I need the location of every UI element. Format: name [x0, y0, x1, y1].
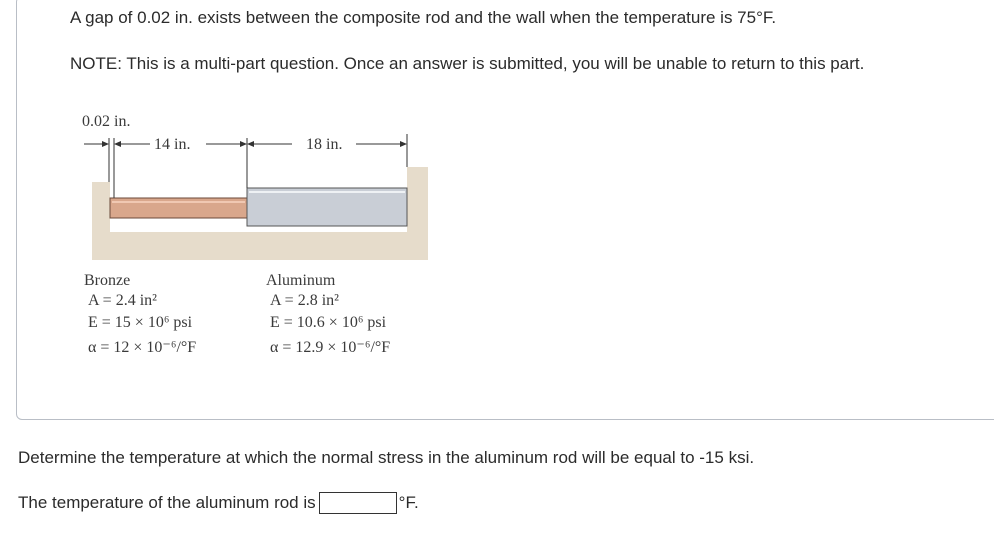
- bronze-alpha: α = 12 × 10⁻⁶/°F: [88, 339, 197, 356]
- aluminum-length-label: 18 in.: [306, 136, 343, 153]
- bronze-area: A = 2.4 in²: [88, 292, 157, 309]
- composite-rod-figure: [80, 112, 440, 372]
- bronze-name: Bronze: [84, 272, 131, 289]
- gap-label: 0.02 in.: [82, 113, 131, 130]
- question-prompt: Determine the temperature at which the normal stress in the aluminum rod will be equal to -15 ksi.: [18, 448, 755, 467]
- answer-unit: °F.: [398, 493, 419, 512]
- multi-part-note: NOTE: This is a multi-part question. Once an answer is submitted, you will be unable to return to this part.: [70, 54, 865, 73]
- bronze-length-label: 14 in.: [154, 136, 191, 153]
- temperature-answer-input[interactable]: [319, 492, 397, 514]
- aluminum-modulus: E = 10.6 × 10⁶ psi: [270, 314, 387, 331]
- answer-label: The temperature of the aluminum rod is: [18, 493, 316, 512]
- aluminum-name: Aluminum: [266, 272, 336, 289]
- answer-row: [18, 492, 419, 514]
- problem-intro: A gap of 0.02 in. exists between the composite rod and the wall when the temperature is 75°F.: [70, 8, 777, 27]
- aluminum-rod: [247, 188, 407, 226]
- aluminum-area: A = 2.8 in²: [270, 292, 339, 309]
- bronze-modulus: E = 15 × 10⁶ psi: [88, 314, 193, 331]
- aluminum-alpha: α = 12.9 × 10⁻⁶/°F: [270, 339, 391, 356]
